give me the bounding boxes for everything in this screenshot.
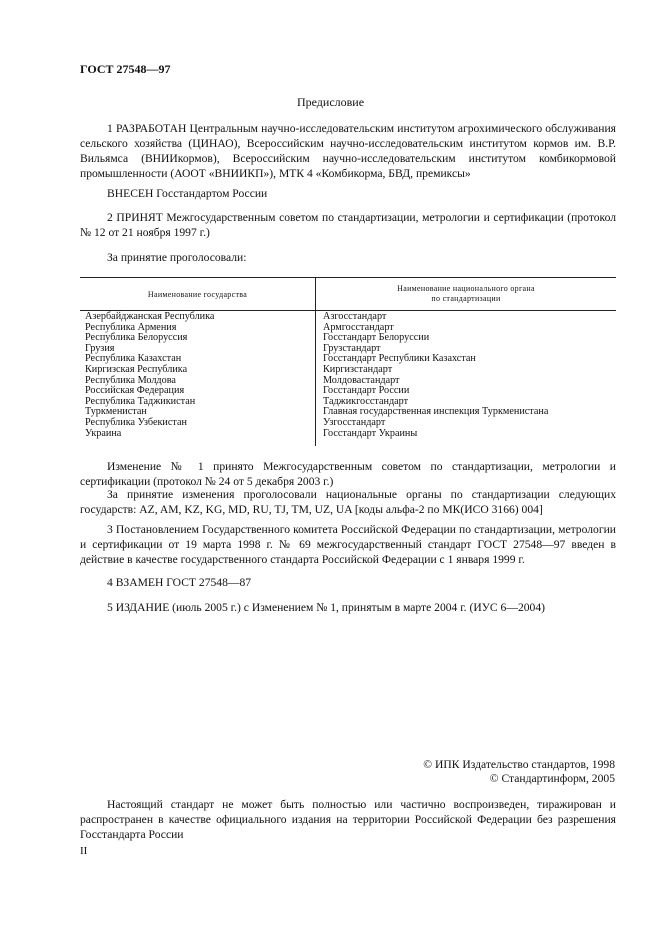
table-header-body <box>316 278 616 310</box>
table-cell-body: Армгосстандарт <box>323 321 394 333</box>
paragraph-change-2 <box>80 487 616 517</box>
table-cell-state: Азербайджанская Республика <box>85 311 215 322</box>
voting-table <box>80 277 616 446</box>
paragraph-1 <box>80 121 616 181</box>
table-cell-state: Киргизская Республика <box>85 363 188 375</box>
table-cell-body: Узгосстандарт <box>323 416 386 428</box>
document-code: ГОСТ 27548—97 <box>80 62 171 76</box>
table-header-state: Наименование государства <box>147 289 248 299</box>
paragraph-4-text: 4 ВЗАМЕН ГОСТ 27548—87 <box>107 576 252 589</box>
table-states-column <box>85 312 311 439</box>
table-cell-state: Республика Узбекистан <box>85 416 187 428</box>
copyright-block <box>423 758 615 786</box>
table-cell-body: Госстандарт Украины <box>323 427 418 439</box>
paragraph-vnesen <box>80 186 616 201</box>
table-cell-state: Республика Белоруссия <box>85 332 188 344</box>
paragraph-change-1-text: Изменение № 1 принято Межгосударственным советом по стандартизации, метрологии и сертификации (протокол № 24 от 5 декабря 2003 г.) <box>80 460 616 488</box>
paragraph-4 <box>80 575 616 590</box>
table-cell-body: Госстандарт Белоруссии <box>323 332 430 344</box>
table-header-body-line2: по стандартизации <box>431 294 501 303</box>
table-cell-state: Республика Казахстан <box>85 353 182 365</box>
reproduction-notice-text: Настоящий стандарт не может быть полностью или частично воспроизведен, тиражирован и распространен в качестве официального издания на территории Российской Федерации без разрешения Госстандарта России <box>80 798 616 841</box>
table-cell-body: Таджикгосстандарт <box>323 395 409 407</box>
page-number: II <box>80 845 88 857</box>
table-cell-body: Азгосстандарт <box>323 311 387 322</box>
table-cell-state: Туркменистан <box>85 406 147 418</box>
table-cell-state: Украина <box>85 427 122 439</box>
paragraph-voted <box>80 250 616 265</box>
paragraph-3-text: 3 Постановлением Государственного комитета Российской Федерации по стандартизации, метрологии и сертификации от 19 марта 1998 г. № 69 межгосударственный стандарт ГОСТ 27548—97 введен в действие в качестве государственного стандарта Российской Федерации с 1 января 1999 г. <box>80 523 616 566</box>
paragraph-3 <box>80 522 616 567</box>
paragraph-5 <box>80 600 616 615</box>
preface-title: Предисловие <box>296 95 365 109</box>
paragraph-2-text: 2 ПРИНЯТ Межгосударственным советом по стандартизации, метрологии и сертификации (протокол № 12 от 21 ноября 1997 г.) <box>80 211 616 239</box>
table-cell-state: Республика Молдова <box>85 374 176 386</box>
copyright-line-1: © ИПК Издательство стандартов, 1998 <box>423 758 615 771</box>
paragraph-change-1 <box>80 459 616 489</box>
paragraph-voted-text: За принятие проголосовали: <box>107 251 247 264</box>
table-header-body-line1: Наименование национального органа <box>397 284 535 293</box>
copyright-line-2: © Стандартинформ, 2005 <box>489 772 615 785</box>
paragraph-5-text: 5 ИЗДАНИЕ (июль 2005 г.) с Изменением № 1, принятым в марте 2004 г. (ИУС 6—2004) <box>107 601 545 614</box>
table-cell-state: Республика Армения <box>85 321 177 333</box>
paragraph-2 <box>80 210 616 240</box>
table-cell-body: Главная государственная инспекция Туркменистана <box>323 406 549 418</box>
paragraph-vnesen-text: ВНЕСЕН Госстандартом России <box>107 187 268 200</box>
table-cell-body: Грузстандарт <box>323 342 381 354</box>
table-cell-state: Грузия <box>85 342 115 354</box>
table-cell-body: Киргизстандарт <box>323 363 393 375</box>
table-cell-body: Молдовастандарт <box>323 374 400 386</box>
table-column-divider <box>315 278 316 446</box>
table-cell-state: Российская Федерация <box>85 385 185 397</box>
paragraph-1-text: 1 РАЗРАБОТАН Центральным научно-исследовательским институтом агрохимического обслуживания сельского хозяйства (ЦИНАО), Всероссийским научно-исследовательским институтом кормов им. В.Р. Вильямса (ВНИИкормов), Всероссийским научно-исследовательским институтом комбикормовой промышленности (АООТ «ВНИИКП»), МТК 4 «Комбикорма, БВД, премиксы» <box>80 122 616 180</box>
table-bodies-column <box>323 312 613 439</box>
table-cell-body: Госстандарт России <box>323 385 410 397</box>
reproduction-notice <box>80 797 616 842</box>
table-cell-state: Республика Таджикистан <box>85 395 196 407</box>
paragraph-change-2-text: За принятие изменения проголосовали национальные органы по стандартизации следующих государств: AZ, AM, KZ, KG, MD, RU, TJ, TM, UZ, UA [коды альфа-2 по МК(ИСО 3166) 004] <box>80 488 616 516</box>
table-cell-body: Госстандарт Республики Казахстан <box>323 353 476 365</box>
